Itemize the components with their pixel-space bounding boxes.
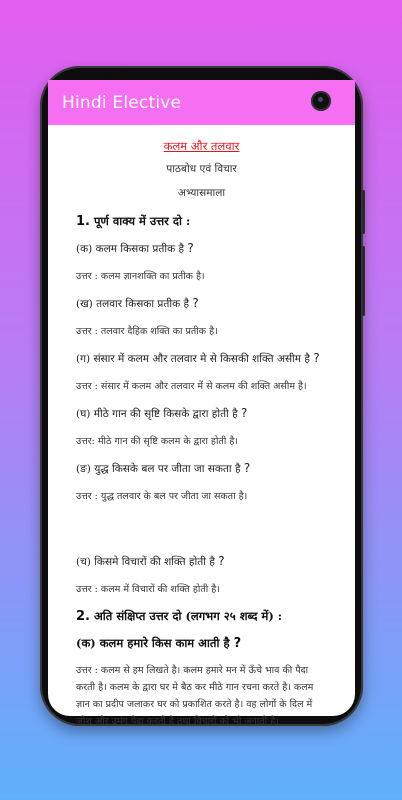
answer-ga: उत्तर : संसार में कलम और तलवार में से कलम की शक्ति असीम है। [76, 381, 307, 392]
section-1-title: पूर्ण वाक्य में उत्तर दो : [94, 214, 191, 228]
question-ga: (ग) संसार में कलम और तलवार मे से किसकी शक्ति असीम है ? [76, 351, 320, 365]
question-kha: (ख) तलवार किसका प्रतीक है ? [76, 296, 199, 310]
section-2-title: अति संक्षिप्त उत्तर दो (लगभग २५ शब्द में) : [94, 609, 283, 623]
answer-cha: उत्तर : कलम में विचारों की शक्ति होती है। [76, 584, 220, 595]
answer-kha: उत्तर : तलवार दैहिक शक्ति का प्रतीक है। [76, 326, 218, 337]
app-title: Hindi Elective [62, 92, 182, 113]
section-1-heading [76, 214, 343, 229]
question-nga: (ङ) युद्ध किसके बल पर जीता जा सकता है ? [76, 461, 251, 475]
answer-line: जोश और उमंग पैदा करती है तथा विचारों को भी जगाती है। [76, 716, 279, 727]
section-2-number: 2. [76, 609, 90, 624]
question-ka: (क) कलम किसका प्रतीक है ? [76, 241, 194, 255]
answer-nga: उत्तर : युद्ध तलवार के बल पर जीता जा सकता है। [76, 491, 248, 502]
section-2-heading [76, 609, 343, 624]
answer-line: उत्तर : कलम से हम लिखते है। कलम हमारे मन में ऊँचे भाव की पैदा [76, 665, 309, 676]
section-1-number: 1. [76, 214, 90, 229]
spacer [76, 516, 343, 554]
document-content[interactable] [48, 125, 355, 730]
document-subtitle-2: अभ्यासमाला [177, 187, 226, 199]
document-title: कलम और तलवार [163, 139, 240, 153]
answer-line: करती है। कलम के द्वारा घर मे बैठ कर मीठे गान रचना करते है। कलम [76, 682, 314, 693]
document-subtitle: पाठबोध एवं विचार [166, 163, 237, 175]
front-camera-icon [311, 91, 331, 111]
answer-ka: उत्तर : कलम ज्ञानशक्ति का प्रतीक है। [76, 271, 205, 282]
answer-2-ka [76, 662, 343, 730]
question-gha: (घ) मीठे गान की सृष्टि किसके द्वारा होती है ? [76, 406, 248, 420]
question-cha: (च) किसमे विचारों की शक्ति होती है ? [76, 554, 225, 568]
phone-screen [48, 80, 355, 727]
phone-side-button [362, 246, 365, 316]
app-bar [48, 80, 355, 125]
question-2-ka: (क) कलम हमारे किस काम आती है ? [76, 636, 242, 651]
answer-gha: उत्तर: मीठे गान की सृष्टि कलम के द्वारा होती है। [76, 436, 238, 447]
phone-side-button [362, 190, 365, 234]
answer-line: ज्ञान का प्रदीप जलाकर घर को प्रकाशित करते है। वह लोगों के दिल में [76, 699, 313, 710]
